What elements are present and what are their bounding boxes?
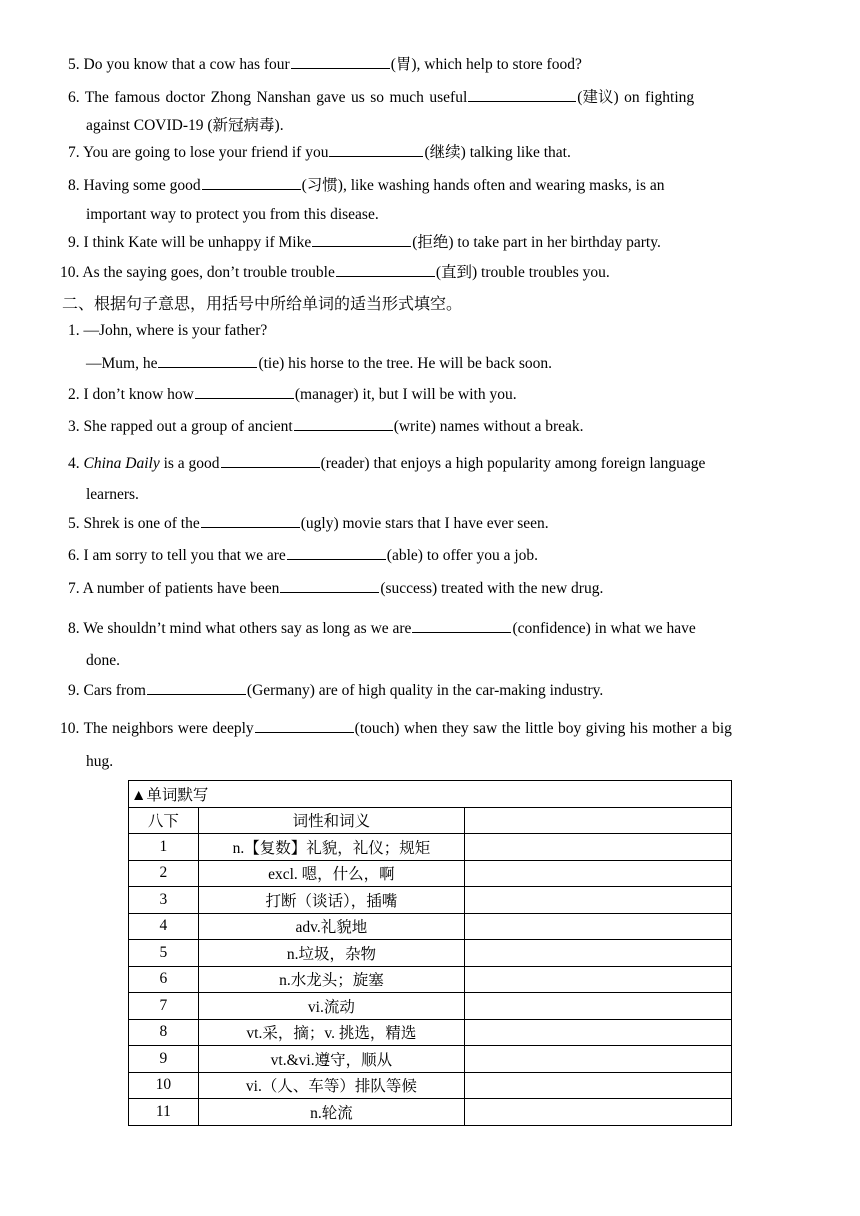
- table-row: [129, 1019, 732, 1046]
- table-row: [129, 993, 732, 1020]
- row-number: 3: [129, 887, 199, 914]
- answer-cell[interactable]: [464, 913, 731, 940]
- row-number: 6: [129, 966, 199, 993]
- answer-blank[interactable]: [255, 718, 354, 733]
- row-meaning: vt.&vi.遵守，顺从: [198, 1046, 464, 1073]
- table-row: [129, 887, 732, 914]
- exercise-item-8-continued: important way to protect you from this disease.: [86, 206, 379, 223]
- answer-cell[interactable]: [464, 966, 731, 993]
- exercise-item-5: 5. Do you know that a cow has four (胃), which help to store food?: [68, 56, 582, 73]
- row-meaning: n.水龙头；旋塞: [198, 966, 464, 993]
- answer-cell[interactable]: [464, 940, 731, 967]
- row-meaning: 打断（谈话），插嘴: [198, 887, 464, 914]
- row-number: 2: [129, 860, 199, 887]
- answer-cell[interactable]: [464, 1019, 731, 1046]
- newspaper-title: China Daily: [83, 455, 160, 472]
- exercise2-item-4: 4. China Daily is a good (reader) that enjoys a high popularity among foreign language: [68, 455, 706, 472]
- exercise-item-6-continued: against COVID-19 (新冠病毒).: [86, 117, 284, 134]
- answer-cell[interactable]: [464, 993, 731, 1020]
- table-row: [129, 1099, 732, 1126]
- answer-blank[interactable]: [147, 680, 246, 695]
- row-meaning: n.轮流: [198, 1099, 464, 1126]
- exercise2-item-8-continued: done.: [86, 652, 121, 669]
- exercise2-item-8: 8. We shouldn’t mind what others say as long as we are (confidence) in what we have: [68, 620, 696, 637]
- table-row: [129, 860, 732, 887]
- row-number: 8: [129, 1019, 199, 1046]
- table-header-cell: 八下: [129, 807, 199, 834]
- exercise-item-7: 7. You are going to lose your friend if you (继续) talking like that.: [68, 144, 571, 161]
- row-meaning: excl. 嗯，什么，啊: [198, 860, 464, 887]
- row-meaning: vt.采，摘；v. 挑选，精选: [198, 1019, 464, 1046]
- answer-blank[interactable]: [294, 416, 393, 431]
- answer-blank[interactable]: [158, 353, 257, 368]
- table-row: [129, 966, 732, 993]
- exercise2-item-2: 2. I don’t know how (manager) it, but I will be with you.: [68, 386, 517, 403]
- row-meaning: n.垃圾，杂物: [198, 940, 464, 967]
- answer-blank[interactable]: [412, 618, 511, 633]
- answer-blank[interactable]: [201, 513, 300, 528]
- table-row: [129, 913, 732, 940]
- answer-blank[interactable]: [202, 175, 301, 190]
- answer-blank[interactable]: [291, 54, 390, 69]
- answer-cell[interactable]: [464, 887, 731, 914]
- answer-cell[interactable]: [464, 1046, 731, 1073]
- exercise2-item-7: 7. A number of patients have been (success) treated with the new drug.: [68, 580, 604, 597]
- table-row: [129, 1072, 732, 1099]
- table-row: [129, 940, 732, 967]
- section-heading: 二、根据句子意思，用括号中所给单词的适当形式填空。: [62, 294, 463, 313]
- row-number: 1: [129, 834, 199, 861]
- vocab-dictation-table: [128, 780, 732, 1126]
- answer-blank[interactable]: [195, 384, 294, 399]
- answer-blank[interactable]: [336, 262, 435, 277]
- exercise-item-9: 9. I think Kate will be unhappy if Mike (拒绝) to take part in her birthday party.: [68, 234, 661, 251]
- exercise2-item-5: 5. Shrek is one of the (ugly) movie stars that I have ever seen.: [68, 515, 549, 532]
- row-meaning: vi.流动: [198, 993, 464, 1020]
- exercise2-item-1-question: 1. —John, where is your father?: [68, 322, 268, 339]
- row-number: 10: [129, 1072, 199, 1099]
- exercise2-item-6: 6. I am sorry to tell you that we are (able) to offer you a job.: [68, 547, 539, 564]
- row-meaning: adv.礼貌地: [198, 913, 464, 940]
- exercise-item-8: 8. Having some good (习惯), like washing hands often and wearing masks, is an: [68, 177, 665, 194]
- table-title: ▲单词默写: [129, 781, 732, 808]
- table-header-cell: 词性和词义: [198, 807, 464, 834]
- exercise2-item-3: 3. She rapped out a group of ancient (write) names without a break.: [68, 418, 584, 435]
- exercise-item-6: 6. The famous doctor Zhong Nanshan gave us so much useful (建议) on fighting: [68, 89, 695, 106]
- exercise2-item-10-continued: hug.: [86, 753, 114, 770]
- row-meaning: n.【复数】礼貌，礼仪；规矩: [198, 834, 464, 861]
- table-row: [129, 834, 732, 861]
- answer-cell[interactable]: [464, 834, 731, 861]
- exercise2-item-10: 10. The neighbors were deeply (touch) when they saw the little boy giving his mother a big: [60, 720, 732, 737]
- exercise2-item-1-answer: —Mum, he (tie) his horse to the tree. He will be back soon.: [86, 355, 553, 372]
- row-number: 4: [129, 913, 199, 940]
- row-number: 11: [129, 1099, 199, 1126]
- answer-blank[interactable]: [280, 578, 379, 593]
- answer-blank[interactable]: [468, 87, 576, 102]
- row-number: 9: [129, 1046, 199, 1073]
- table-row: [129, 1046, 732, 1073]
- exercise-item-10: 10. As the saying goes, don’t trouble trouble (直到) trouble troubles you.: [60, 264, 610, 281]
- answer-cell[interactable]: [464, 860, 731, 887]
- answer-blank[interactable]: [221, 453, 320, 468]
- table-header-cell: [464, 807, 731, 834]
- answer-blank[interactable]: [329, 142, 423, 157]
- row-number: 5: [129, 940, 199, 967]
- row-number: 7: [129, 993, 199, 1020]
- row-meaning: vi.（人、车等）排队等候: [198, 1072, 464, 1099]
- exercise2-item-9: 9. Cars from (Germany) are of high quality in the car-making industry.: [68, 682, 604, 699]
- answer-cell[interactable]: [464, 1072, 731, 1099]
- answer-blank[interactable]: [312, 232, 411, 247]
- exercise2-item-4-continued: learners.: [86, 486, 139, 503]
- answer-blank[interactable]: [287, 545, 386, 560]
- answer-cell[interactable]: [464, 1099, 731, 1126]
